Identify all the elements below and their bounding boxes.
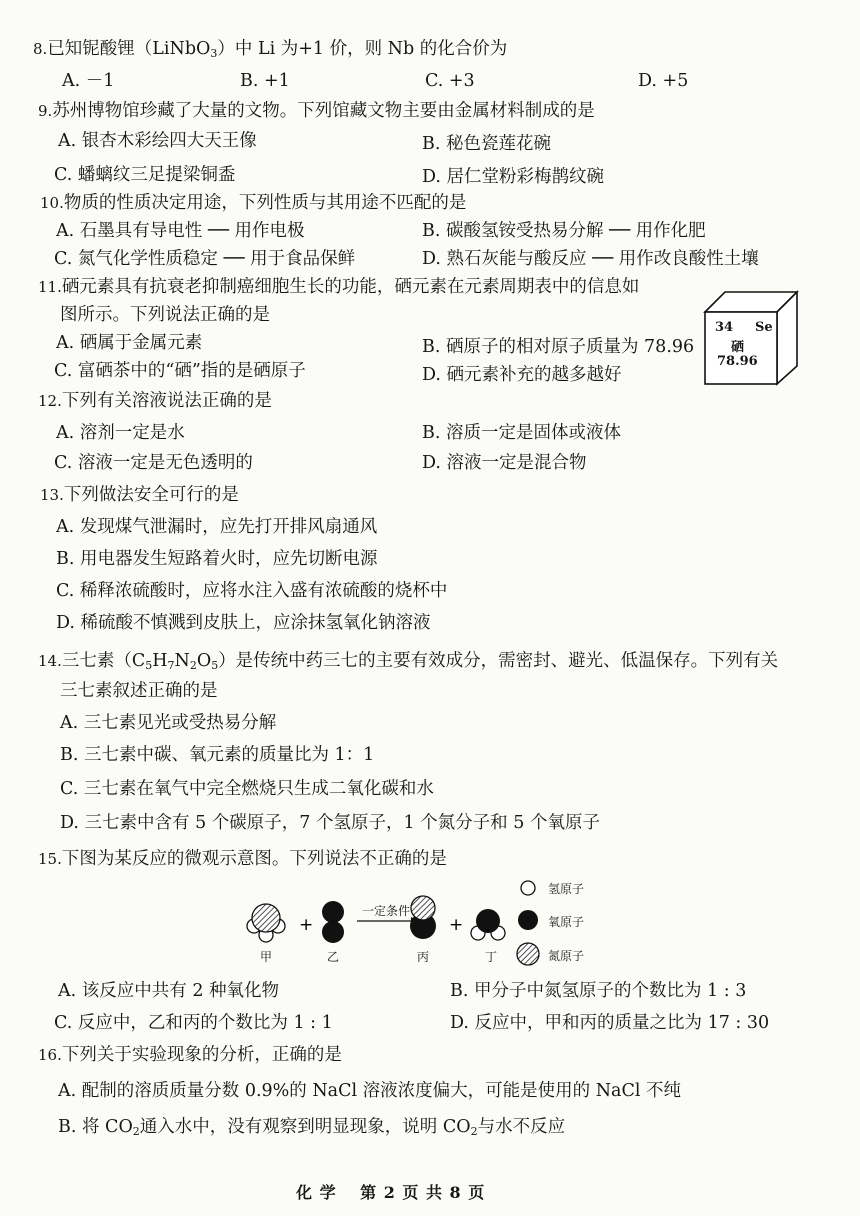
molecule-bing-no: [410, 896, 436, 939]
question-14-option-b: B. 三七素中碳、氧元素的质量比为 1：1: [60, 745, 375, 765]
question-13-option-a: A. 发现煤气泄漏时，应先打开排风扇通风: [56, 517, 378, 537]
question-11-option-d: D. 硒元素补充的越多越好: [422, 365, 622, 385]
periodic-table-element-card: [703, 290, 799, 386]
legend-hydrogen: 氢原子: [548, 882, 585, 896]
atom-legend: [508, 878, 618, 970]
molecule-jia-nh3: [247, 904, 285, 942]
question-11-stem-line2: 图所示。下列说法正确的是: [60, 305, 270, 325]
legend-nitrogen: 氮原子: [548, 949, 585, 963]
question-8-option-b: B. +1: [240, 71, 290, 91]
question-10-option-c: C. 氮气化学性质稳定 ── 用于食品保鲜: [54, 249, 356, 269]
question-15-option-a: A. 该反应中共有 2 种氧化物: [58, 981, 280, 1001]
question-14-option-d: D. 三七素中含有 5 个碳原子，7 个氢原子，1 个氮分子和 5 个氧原子: [60, 813, 600, 833]
question-9-option-c: C. 蟠螭纹三足提梁铜盉: [54, 165, 236, 185]
question-11-option-c: C. 富硒茶中的“硒”指的是硒原子: [54, 361, 306, 381]
question-12-stem: 12.下列有关溶液说法正确的是: [38, 391, 272, 411]
question-9-option-d: D. 居仁堂粉彩梅鹊纹碗: [422, 167, 605, 187]
question-9-option-a: A. 银杏木彩绘四大天王像: [58, 131, 257, 151]
element-card-cube: [703, 290, 799, 386]
molecule-ding-h2o: [471, 909, 505, 940]
label-bing: 丙: [417, 950, 430, 964]
question-11-stem-line1: 11.硒元素具有抗衰老抑制癌细胞生长的功能，硒元素在元素周期表中的信息如: [38, 277, 640, 297]
question-10-option-a: A. 石墨具有导电性 ── 用作电极: [56, 221, 305, 241]
question-14-option-a: A. 三七素见光或受热易分解: [60, 713, 277, 733]
question-15-option-c: C. 反应中，乙和丙的个数比为 1 : 1: [54, 1013, 333, 1033]
question-10-stem: 10.物质的性质决定用途，下列性质与其用途不匹配的是: [40, 193, 467, 213]
label-ding: 丁: [485, 950, 498, 964]
question-10-option-d: D. 熟石灰能与酸反应 ── 用作改良酸性土壤: [422, 249, 759, 269]
question-12-option-a: A. 溶剂一定是水: [56, 423, 185, 443]
element-symbol: Se: [755, 320, 773, 335]
question-12-option-d: D. 溶液一定是混合物: [422, 453, 587, 473]
question-8-stem: 8.已知铌酸锂（LiNbO$_3$）中 Li 为+1 价，则 Nb 的化合价为: [33, 39, 508, 60]
question-13-option-c: C. 稀释浓硫酸时，应将水注入盛有浓硫酸的烧杯中: [56, 581, 448, 601]
question-14-stem-line2: 三七素叙述正确的是: [60, 681, 218, 701]
question-8-option-a: A. －1: [62, 71, 115, 91]
question-13-stem: 13.下列做法安全可行的是: [40, 485, 239, 505]
question-13-option-d: D. 稀硫酸不慎溅到皮肤上，应涂抹氢氧化钠溶液: [56, 613, 431, 633]
question-16-stem: 16.下列关于实验现象的分析，正确的是: [38, 1045, 342, 1065]
question-16-option-a: A. 配制的溶质质量分数 0.9%的 NaCl 溶液浓度偏大，可能是使用的 NaCl 不纯: [58, 1081, 681, 1101]
svg-text:+: +: [449, 915, 464, 935]
question-14-stem-line1: 14.三七素$(C_5H_7N_2O_5)$是传统中药三七的主要有效成分，需密封、避光、低温保存。下列有关: [38, 651, 779, 672]
question-8-option-c: C. +3: [425, 71, 475, 91]
element-name: 硒: [731, 340, 745, 355]
reaction-condition-label: 一定条件: [362, 904, 411, 918]
question-9-stem: 9.苏州博物馆珍藏了大量的文物。下列馆藏文物主要由金属材料制成的是: [38, 101, 595, 121]
label-jia: 甲: [260, 950, 273, 964]
legend-oxygen: 氧原子: [548, 915, 585, 929]
question-13-option-b: B. 用电器发生短路着火时，应先切断电源: [56, 549, 378, 569]
question-15-stem: 15.下图为某反应的微观示意图。下列说法不正确的是: [38, 849, 447, 869]
question-11-option-b: B. 硒原子的相对原子质量为 78.96: [422, 337, 695, 357]
question-11-option-a: A. 硒属于金属元素: [56, 333, 203, 353]
question-15-option-d: D. 反应中，甲和丙的质量之比为 17 : 30: [450, 1013, 770, 1033]
question-16-option-b: B. 将 $CO_2$通入水中，没有观察到明显现象，说明 $CO_2$与水不反应: [58, 1117, 566, 1138]
svg-text:+: +: [299, 915, 314, 935]
question-12-option-b: B. 溶质一定是固体或液体: [422, 423, 621, 443]
page-footer: 化 学 第 2 页 共 8 页: [296, 1183, 486, 1202]
label-yi: 乙: [327, 950, 340, 964]
element-atomic-mass: 78.96: [717, 354, 758, 369]
element-atomic-number: 34: [715, 320, 734, 335]
legend-swatches: [508, 878, 548, 970]
question-10-option-b: B. 碳酸氢铵受热易分解 ── 用作化肥: [422, 221, 706, 241]
molecule-yi-o2: [322, 901, 344, 943]
question-12-option-c: C. 溶液一定是无色透明的: [54, 453, 253, 473]
question-14-option-c: C. 三七素在氧气中完全燃烧只生成二氧化碳和水: [60, 779, 434, 799]
question-15-option-b: B. 甲分子中氮氢原子的个数比为 1 : 3: [450, 981, 747, 1001]
question-8-option-d: D. +5: [638, 71, 689, 91]
question-9-option-b: B. 秘色瓷莲花碗: [422, 134, 551, 154]
